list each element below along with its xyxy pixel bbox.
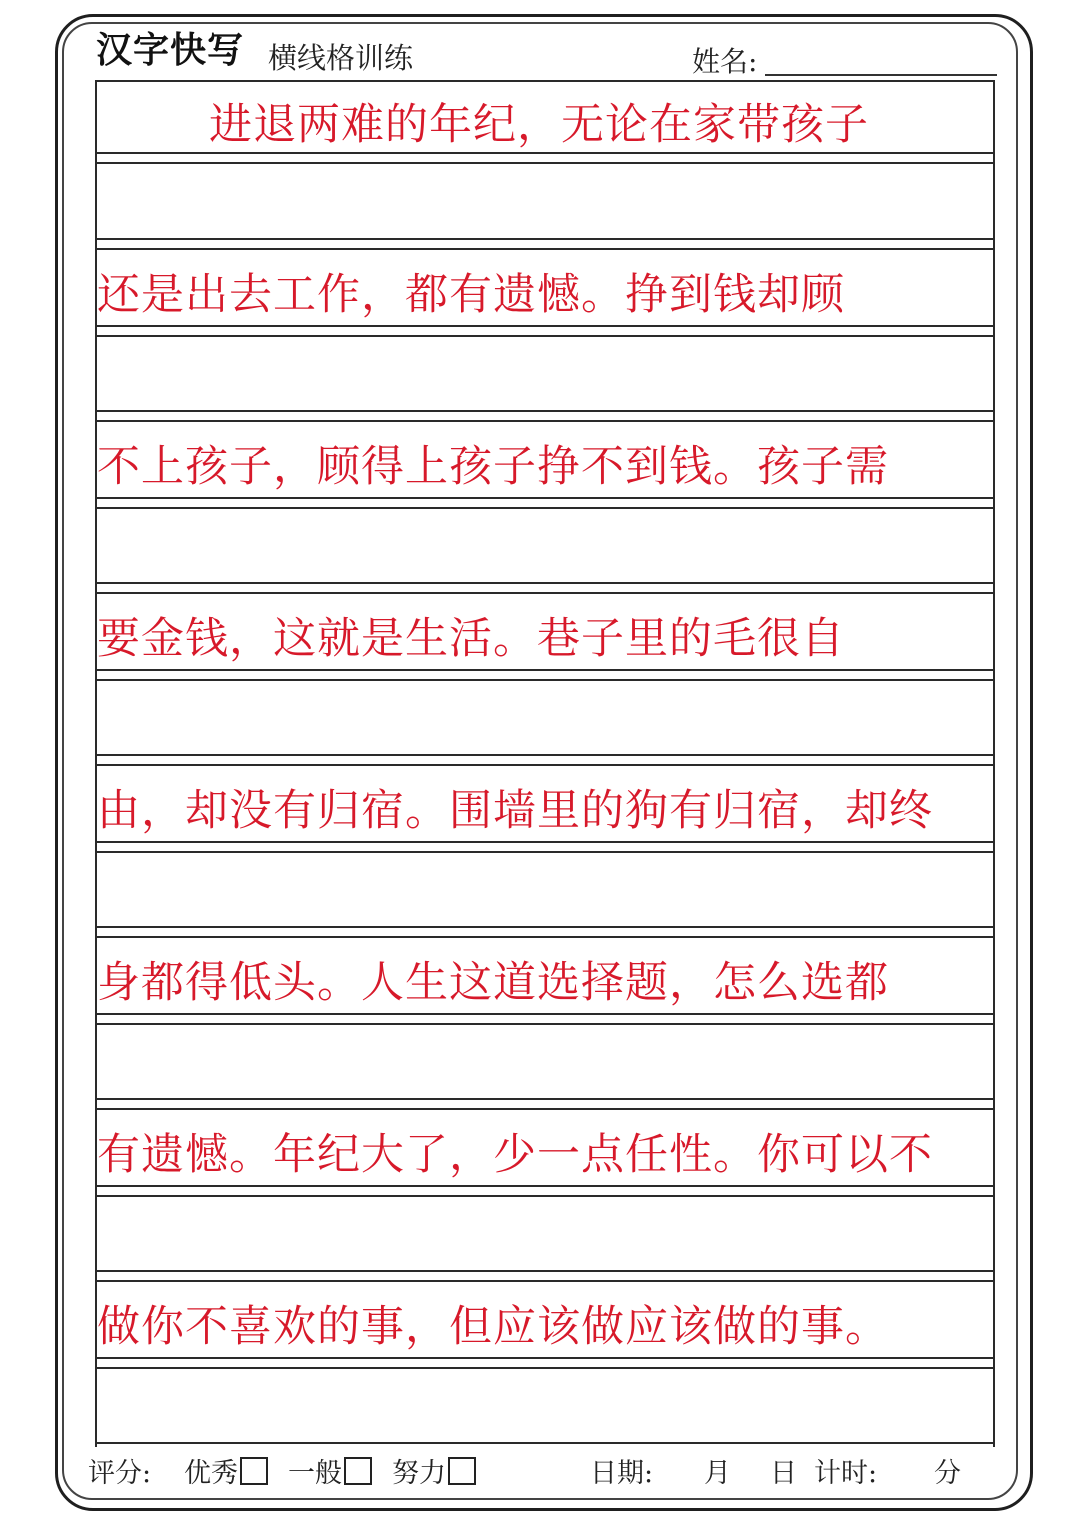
rule-line [97,152,993,154]
score-option-average[interactable] [288,1452,374,1496]
minute-label: 分 [934,1458,961,1489]
score-option-excellent[interactable] [184,1452,270,1496]
checkbox-effort[interactable] [448,1457,476,1485]
rule-line [97,410,993,412]
day-label: 日 [770,1458,797,1489]
text-line-4: 要金钱，这就是生活。巷子里的毛很自 [97,614,845,664]
rule-line [97,248,993,250]
text-line-7: 有遗憾。年纪大了，少一点任性。你可以不 [97,1130,933,1180]
rule-line [97,1367,993,1369]
rule-line [97,80,993,82]
rule-line [97,851,993,853]
rule-line [97,1098,993,1100]
rule-line [97,507,993,509]
rule-line [97,679,993,681]
rule-line [97,669,993,671]
month-label: 月 [704,1458,731,1489]
text-line-2: 还是出去工作，都有遗憾。挣到钱却顾 [97,270,845,320]
rule-line [97,1270,993,1272]
rule-line [97,1013,993,1015]
rule-line [97,764,993,766]
option-excellent-label: 优秀 [184,1458,238,1489]
footer-bar [88,1452,988,1496]
rule-line [97,325,993,327]
page-title: 汉字快写 [96,30,245,71]
date-label: 日期: [590,1458,654,1489]
text-line-8: 做你不喜欢的事，但应该做应该做的事。 [97,1302,889,1352]
score-option-effort[interactable] [392,1452,478,1496]
rule-line [97,1280,993,1282]
checkbox-average[interactable] [344,1457,372,1485]
rule-line [97,1108,993,1110]
timer-label: 计时: [814,1458,878,1489]
rule-line [97,335,993,337]
text-line-3: 不上孩子，顾得上孩子挣不到钱。孩子需 [97,442,889,492]
rule-line [97,592,993,594]
checkbox-excellent[interactable] [240,1457,268,1485]
rule-line [97,926,993,928]
rule-line [97,1185,993,1187]
rule-line [97,497,993,499]
writing-grid [95,80,995,1447]
rule-line [97,1023,993,1025]
name-field[interactable] [765,74,997,76]
text-line-5: 由，却没有归宿。围墙里的狗有归宿，却终 [97,786,933,836]
rule-line [97,1357,993,1359]
score-label: 评分: [88,1458,152,1489]
text-line-1: 进退两难的年纪，无论在家带孩子 [209,100,869,150]
name-label: 姓名: [692,45,758,78]
rule-line [97,936,993,938]
page-subtitle: 横线格训练 [268,41,414,75]
rule-line [97,1442,993,1444]
rule-line [97,1195,993,1197]
rule-line [97,754,993,756]
rule-line [97,238,993,240]
option-effort-label: 努力 [392,1458,446,1489]
rule-line [97,162,993,164]
option-average-label: 一般 [288,1458,342,1489]
rule-line [97,841,993,843]
rule-line [97,420,993,422]
rule-line [97,582,993,584]
text-line-6: 身都得低头。人生这道选择题，怎么选都 [97,958,889,1008]
